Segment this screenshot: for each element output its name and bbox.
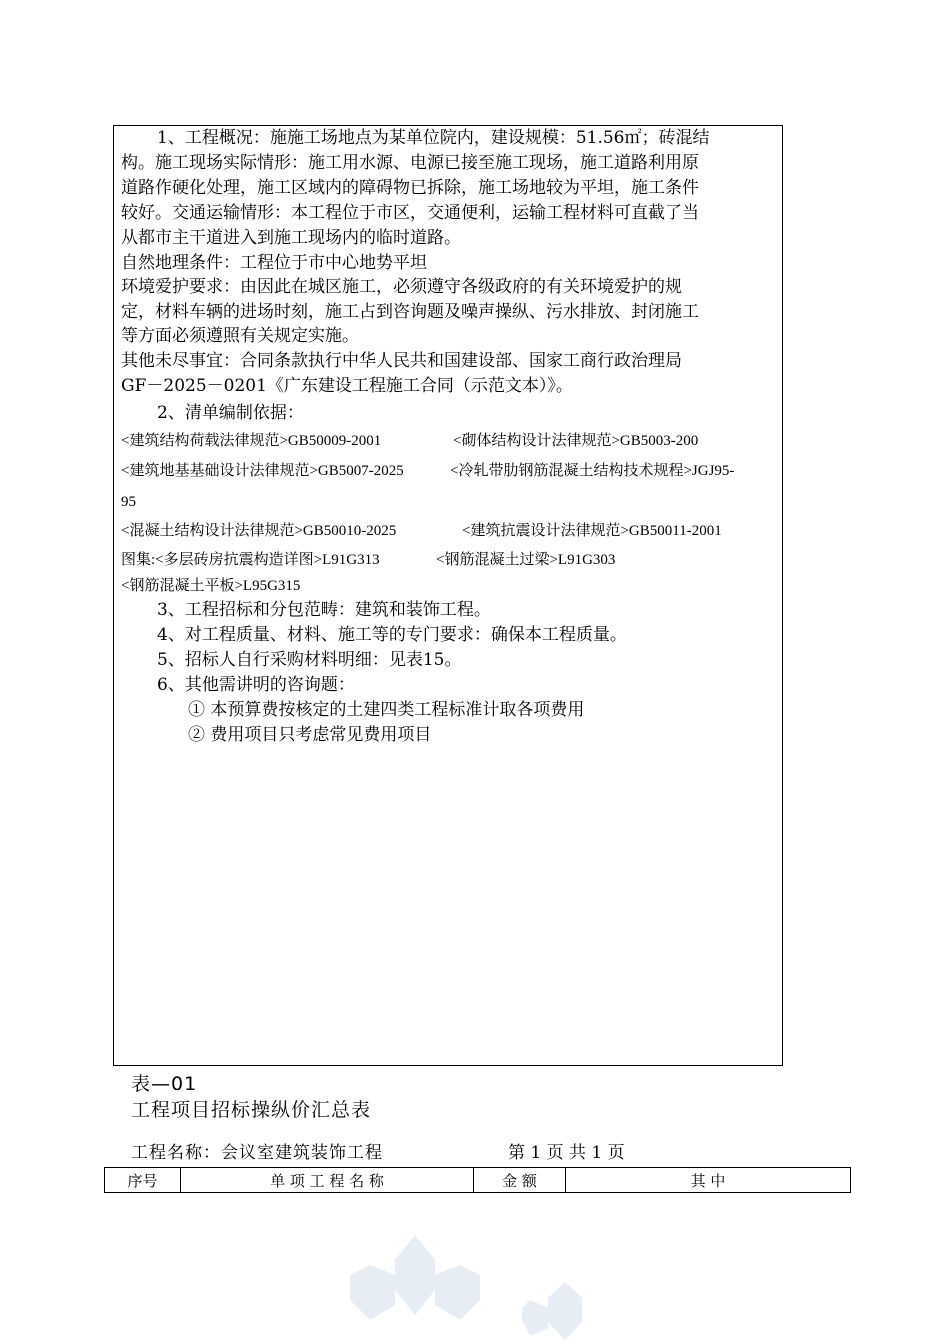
header-cell-name: 单 项 工 程 名 称	[181, 1168, 474, 1193]
standard-item: <建筑地基基础设计法律规范>GB5007-2025	[121, 463, 404, 479]
standard-item: <冷轧带肋钢筋混凝土结构技术规程>JGJ95-	[450, 463, 735, 479]
standard-item: 95	[121, 494, 136, 510]
project-name: 工程名称：会议室建筑装饰工程	[131, 1143, 383, 1163]
body-item: 4、对工程质量、材料、施工等的专门要求：确保本工程质量。	[157, 625, 627, 645]
table-label: 表—01	[131, 1073, 198, 1095]
standard-item: <砌体结构设计法律规范>GB5003-200	[453, 433, 699, 449]
body-line: 其他未尽事宜：合同条款执行中华人民共和国建设部、国家工商行政治理局	[121, 351, 682, 371]
page-info: 第 1 页 共 1 页	[508, 1143, 625, 1163]
body-line: 等方面必须遵照有关规定实施。	[121, 326, 359, 346]
body-line: 2、清单编制依据：	[157, 403, 304, 423]
standard-item: <钢筋混凝土平板>L95G315	[121, 578, 301, 594]
body-line: 1、工程概况：施施工场地点为某单位院内，建设规模：51.56㎡；砖混结	[157, 128, 710, 148]
summary-table-header	[104, 1167, 851, 1193]
body-line: 定，材料车辆的进场时刻，施工占到咨询题及噪声操纵、污水排放、封闭施工	[121, 302, 699, 322]
standard-item: <建筑结构荷载法律规范>GB50009-2001	[121, 433, 382, 449]
header-cell-index: 序号	[105, 1168, 181, 1193]
body-item: ① 本预算费按核定的土建四类工程标准计取各项费用	[188, 700, 585, 720]
body-line: 道路作硬化处理，施工区域内的障碍物已拆除，施工场地较为平坦，施工条件	[121, 178, 699, 198]
body-line: 自然地理条件：工程位于市中心地势平坦	[121, 253, 427, 273]
body-line: 环境爱护要求：由因此在城区施工，必须遵守各级政府的有关环境爱护的规	[121, 277, 682, 297]
standard-item: <混凝土结构设计法律规范>GB50010-2025	[121, 523, 397, 539]
standard-item: <钢筋混凝土过梁>L91G303	[436, 552, 616, 568]
body-item: 6、其他需讲明的咨询题：	[157, 675, 355, 695]
standard-item: 图集:<多层砖房抗震构造详图>L91G313	[121, 552, 380, 568]
watermark-snowflake-icon	[520, 1280, 610, 1344]
body-item: 3、工程招标和分包范畴：建筑和装饰工程。	[157, 600, 491, 620]
table-title: 工程项目招标操纵价汇总表	[131, 1099, 372, 1121]
body-item: 5、招标人自行采购材料明细：见表15。	[157, 650, 462, 670]
header-cell-of-which: 其 中	[566, 1168, 851, 1193]
body-item: ② 费用项目只考虑常见费用项目	[188, 725, 432, 745]
body-line: GF－2025－0201《广东建设工程施工合同（示范文本）》。	[121, 376, 573, 396]
body-line: 较好。交通运输情形：本工程位于市区，交通便利，运输工程材料可直截了当	[121, 203, 699, 223]
body-line: 构。施工现场实际情形：施工用水源、电源已接至施工现场，施工道路利用原	[121, 153, 699, 173]
body-line: 从都市主干道进入到施工现场内的临时道路。	[121, 228, 461, 248]
table-header-row	[105, 1168, 851, 1193]
header-cell-amount: 金 额	[474, 1168, 566, 1193]
watermark-snowflake-icon	[340, 1230, 490, 1340]
standard-item: <建筑抗震设计法律规范>GB50011-2001	[462, 523, 722, 539]
